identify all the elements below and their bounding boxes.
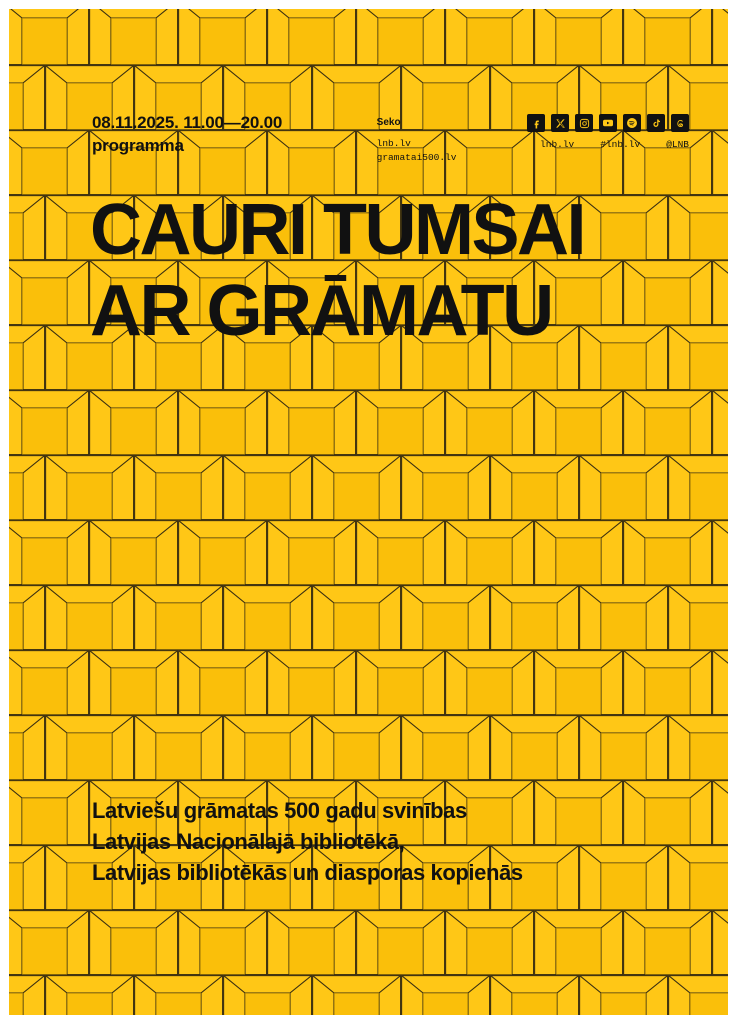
title-line-2: AR GRĀMATU	[90, 270, 552, 351]
follow-label: Seko	[376, 117, 401, 128]
handle-hashtag[interactable]: #lnb.lv	[600, 139, 641, 150]
poster-footer	[92, 795, 697, 889]
social-handles	[527, 139, 689, 150]
social-icon-row	[527, 114, 689, 132]
event-datetime: 08.11.2025. 11.00—20.00	[92, 113, 283, 132]
poster-title	[90, 190, 707, 351]
follow-link-lnb[interactable]: lnb.lv	[376, 138, 411, 149]
youtube-icon[interactable]	[599, 114, 617, 132]
threads-icon[interactable]	[671, 114, 689, 132]
x-twitter-icon[interactable]	[551, 114, 569, 132]
instagram-icon[interactable]	[575, 114, 593, 132]
footer-line-3: Latvijas bibliotēkās un diasporas kopienās	[92, 860, 523, 886]
footer-line-1: Latviešu grāmatas 500 gadu svinības	[92, 798, 467, 823]
tiktok-icon[interactable]	[647, 114, 665, 132]
handle-account[interactable]: @LNB	[666, 139, 689, 150]
follow-block	[377, 115, 457, 166]
footer-line-2: Latvijas Nacionālajā bibliotēkā,	[92, 829, 405, 855]
programme-label: programma	[92, 135, 184, 155]
spotify-icon[interactable]	[623, 114, 641, 132]
handle-website[interactable]: lnb.lv	[540, 139, 575, 150]
poster-header	[92, 112, 689, 166]
follow-link-gramatai500[interactable]: gramatai500.lv	[376, 152, 457, 164]
event-datetime-block	[92, 112, 282, 158]
title-line-1: CAURI TUMSAI	[90, 190, 584, 270]
facebook-icon[interactable]	[527, 114, 545, 132]
social-block	[527, 114, 689, 150]
